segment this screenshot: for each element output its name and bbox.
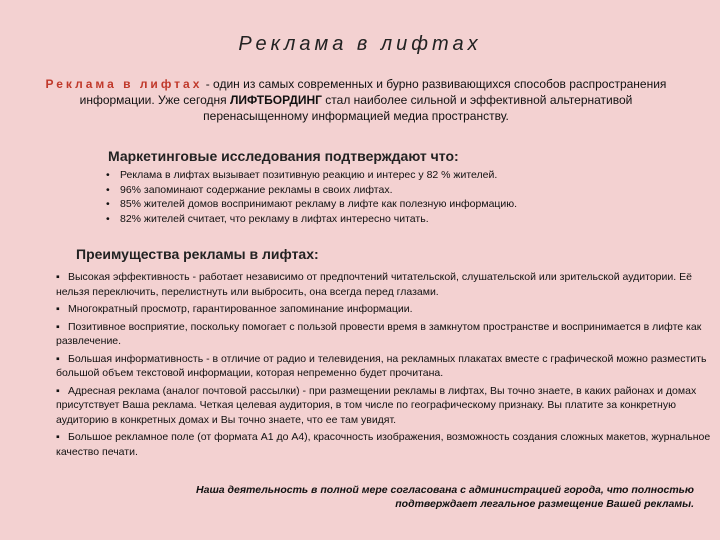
research-list xyxy=(106,168,666,226)
intro-paragraph xyxy=(36,76,676,124)
research-heading: Маркетинговые исследования подтверждают что: xyxy=(108,148,459,164)
list-item: ▪ Высокая эффективность - работает независимо от предпочтений читательской, слушательской или зрительской аудитории. Её нельзя переключить, перелистнуть или выбросить, она всегда перед глазами. xyxy=(56,270,716,299)
advantages-heading: Преимущества рекламы в лифтах: xyxy=(76,246,319,262)
list-item: ▪ Позитивное восприятие, поскольку помогает с пользой провести время в замкнутом пространстве и воспринимается в лифте как развлечение. xyxy=(56,320,716,349)
intro-bold: ЛИФТБОРДИНГ xyxy=(229,93,322,107)
intro-highlight: Реклама в лифтах xyxy=(45,77,203,91)
page-title: Реклама в лифтах xyxy=(238,33,482,55)
list-item: • 96% запоминают содержание рекламы в своих лифтах. xyxy=(106,183,666,198)
list-item: ▪ Адресная реклама (аналог почтовой рассылки) - при размещении рекламы в лифтах, Вы точно знаете, в каких районах и домах присутствует Ваша реклама. Четкая целевая аудитория, в том числе по географическому признаку. Вы платите за конкретную аудиторию в конкретных домах и Вы точно знаете, что ее там увидят. xyxy=(56,384,716,428)
list-item: ▪ Большое рекламное поле (от формата А1 до А4), красочность изображения, возможность создания сложных макетов, журнальное качество печати. xyxy=(56,430,716,459)
list-item: • Реклама в лифтах вызывает позитивную реакцию и интерес у 82 % жителей. xyxy=(106,168,666,183)
footer-line-2: подтверждает легальное размещение Вашей рекламы. xyxy=(395,498,694,510)
list-item: • 85% жителей домов воспринимают рекламу в лифте как полезную информацию. xyxy=(106,197,666,212)
list-item: ▪ Большая информативность - в отличие от радио и телевидения, на рекламных плакатах вместе с графической можно разместить большой объем текстовой информации, которая непременно будет прочитана. xyxy=(56,352,716,381)
intro-text-2: стал наиболее сильной и эффективной альтернативой перенасыщенному информацией медиа пространству. xyxy=(203,93,633,123)
list-item: • 82% жителей считает, что рекламу в лифтах интересно читать. xyxy=(106,212,666,227)
advantages-list xyxy=(56,270,716,462)
list-item: ▪ Многократный просмотр, гарантированное запоминание информации. xyxy=(56,302,716,317)
footer-note xyxy=(94,483,694,511)
footer-line-1: Наша деятельность в полной мере согласована с администрацией города, что полностью xyxy=(196,484,694,496)
intro-text-1: - один из самых современных и бурно развивающихся способов распространения информации. Уже сегодня xyxy=(79,77,667,107)
